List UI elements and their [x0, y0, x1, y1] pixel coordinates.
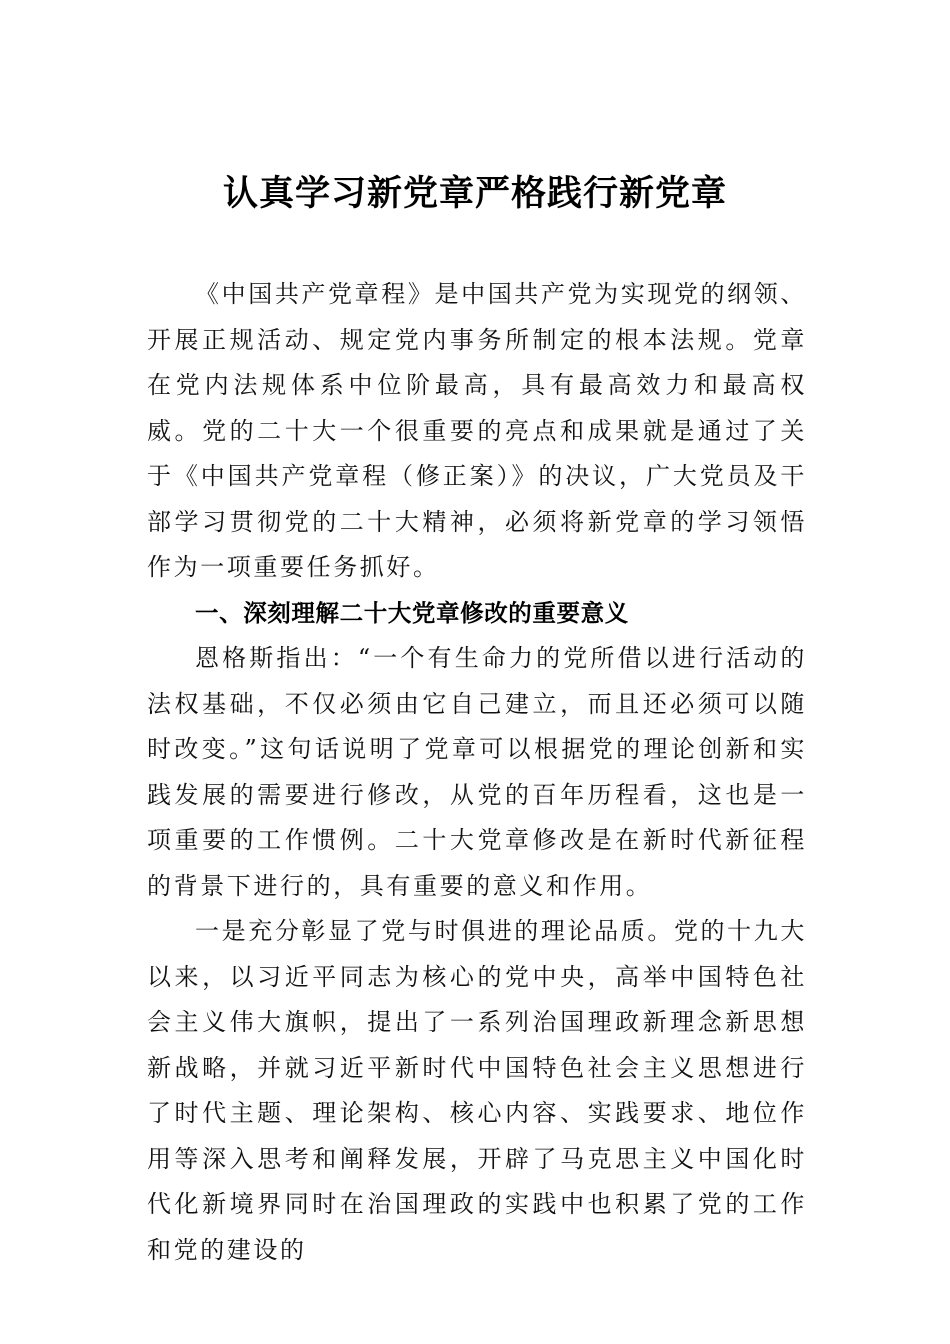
- engels-quote-paragraph: 恩格斯指出：“一个有生命力的党所借以进行活动的法权基础，不仅必须由它自己建立，而且还必须可以随时改变。”这句话说明了党章可以根据党的理论创新和实践发展的需要进行修改，从党的百年历程看，这也是一项重要的工作惯例。二十大党章修改是在新时代新征程的背景下进行的，具有重要的意义和作用。: [147, 644, 807, 900]
- intro-paragraph: 《中国共产党章程》是中国共产党为实现党的纲领、开展正规活动、规定党内事务所制定的根本法规。党章在党内法规体系中位阶最高，具有最高效力和最高权威。党的二十大一个很重要的亮点和成果就是通过了关于《中国共产党章程（修正案）》的决议，广大党员及干部学习贯彻党的二十大精神，必须将新党章的学习领悟作为一项重要任务抓好。: [147, 280, 807, 581]
- document-title: 认真学习新党章严格践行新党章: [222, 173, 727, 214]
- section-heading: 一、深刻理解二十大党章修改的重要意义: [195, 598, 629, 627]
- document-body: [147, 272, 807, 1273]
- first-point-paragraph: 一是充分彰显了党与时俱进的理论品质。党的十九大以来，以习近平同志为核心的党中央，高举中国特色社会主义伟大旗帜，提出了一系列治国理政新理念新思想新战略，并就习近平新时代中国特色社会主义思想进行了时代主题、理论架构、核心内容、实践要求、地位作用等深入思考和阐释发展，开辟了马克思主义中国化时代化新境界同时在治国理政的实践中也积累了党的工作和党的建设的: [147, 917, 807, 1264]
